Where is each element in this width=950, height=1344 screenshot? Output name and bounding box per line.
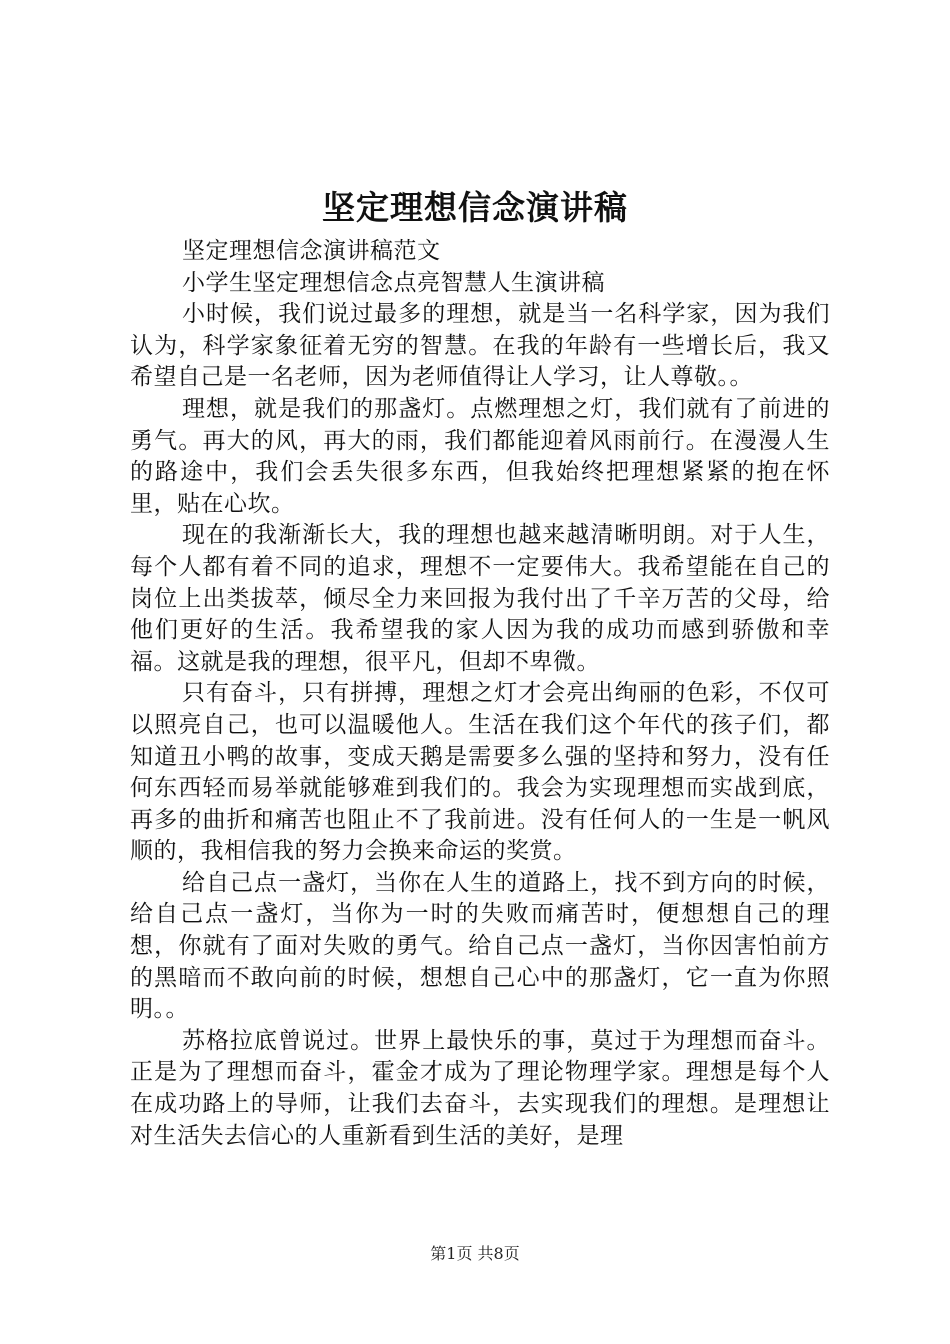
paragraph: 苏格拉底曾说过。世界上最快乐的事，莫过于为理想而奋斗。正是为了理想而奋斗，霍金才成为了理论物理学家。理想是每个人在成功路上的导师，让我们去奋斗，去实现我们的理想。是理想让对生活失去信心的人重新看到生活的美好，是理 [130,1027,830,1149]
paragraph-heading: 小学生坚定理想信念点亮智慧人生演讲稿 [182,269,605,296]
paragraph: 小时候，我们说过最多的理想，就是当一名科学家，因为我们认为，科学家象征着无穷的智慧。在我的年龄有一些增长后，我又希望自己是一名老师，因为老师值得让人学习，让人尊敬。。 [130,301,830,391]
paragraph-subtitle: 坚定理想信念演讲稿范文 [182,238,441,264]
paragraph: 只有奋斗，只有拼搏，理想之灯才会亮出绚丽的色彩，不仅可以照亮自己，也可以温暖他人。生活在我们这个年代的孩子们，都知道丑小鸭的故事，变成天鹅是需要多么强的坚持和努力，没有任何东西轻而易举就能够难到我们的。我会为实现理想而实战到底，再多的曲折和痛苦也阻止不了我前进。没有任何人的一生是一帆风顺的，我相信我的努力会换来命运的奖赏。 [130,680,830,865]
paragraph: 给自己点一盏灯，当你在人生的道路上，找不到方向的时候，给自己点一盏灯，当你为一时的失败而痛苦时，便想想自己的理想，你就有了面对失败的勇气。给自己点一盏灯，当你因害怕前方的黑暗而不敢向前的时候，想想自己心中的那盏灯，它一直为你照明。。 [130,869,830,1023]
document-body [130,236,830,1152]
paragraph: 现在的我渐渐长大，我的理想也越来越清晰明朗。对于人生，每个人都有着不同的追求，理想不一定要伟大。我希望能在自己的岗位上出类拔萃，倾尽全力来回报为我付出了千辛万苦的父母，给他们更好的生活。我希望我的家人因为我的成功而感到骄傲和幸福。这就是我的理想，很平凡，但却不卑微。 [130,522,830,675]
page-number-footer: 第1页 共8页 [430,1244,520,1263]
paragraph: 理想，就是我们的那盏灯。点燃理想之灯，我们就有了前进的勇气。再大的风，再大的雨，我们都能迎着风雨前行。在漫漫人生的路途中，我们会丢失很多东西，但我始终把理想紧紧的抱在怀里，贴在心坎。 [130,395,830,517]
document-title: 坚定理想信念演讲稿 [322,188,628,227]
